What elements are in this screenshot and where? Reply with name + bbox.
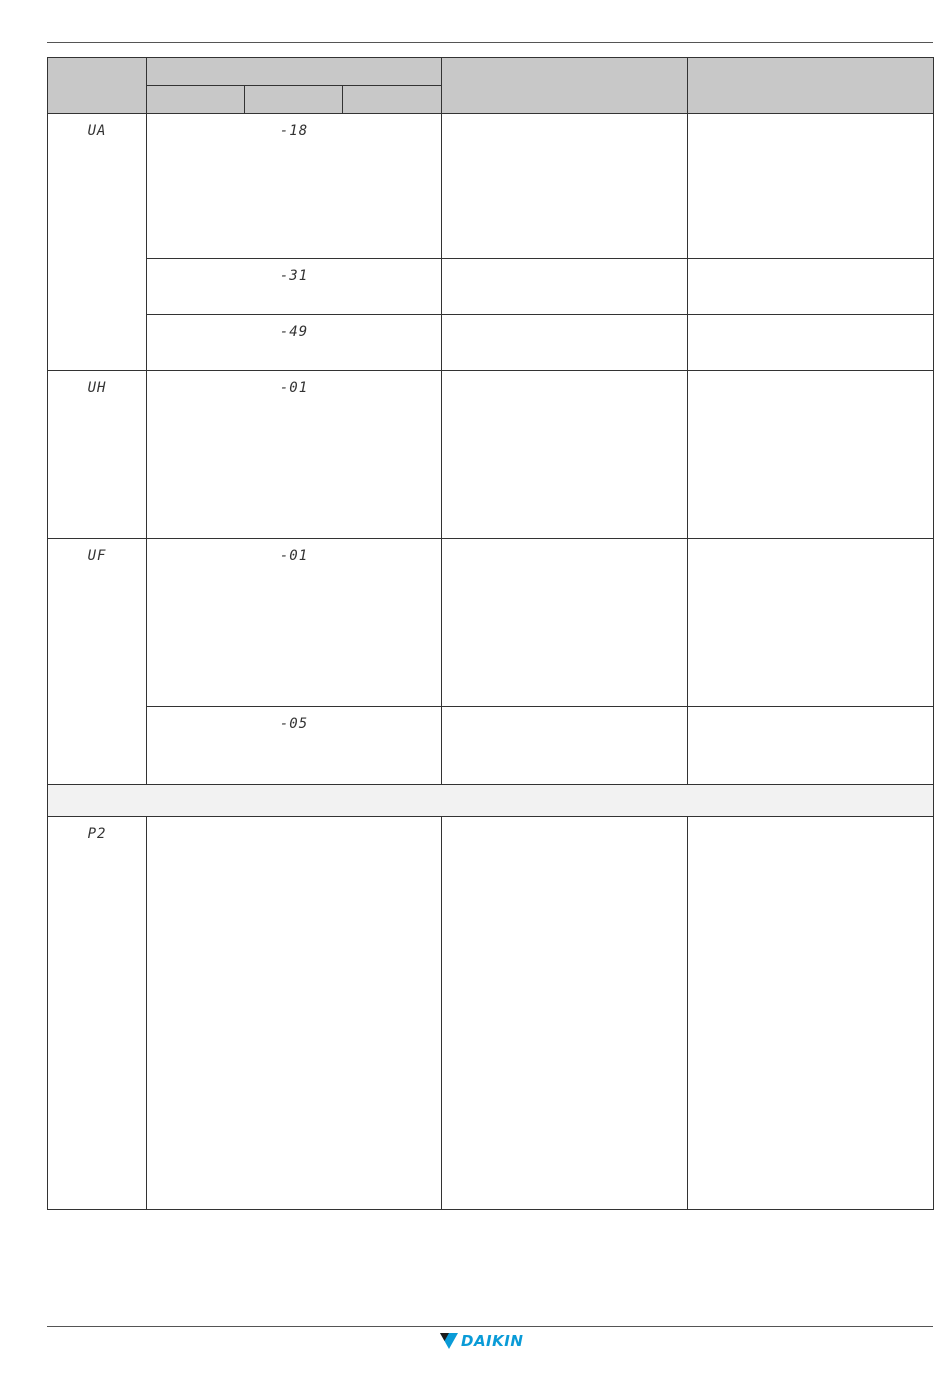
main-code-cell [48,539,147,785]
main-code: UH [87,380,107,396]
header-cell-sub-1 [147,86,245,114]
sub-code: -05 [279,716,309,732]
description-cell [442,817,688,1210]
solution-cell [688,539,934,707]
header-rule [47,42,933,43]
daikin-logo-icon [440,1332,458,1350]
description-cell [442,539,688,707]
section-cell [48,785,934,817]
solution-cell [688,817,934,1210]
main-code: UA [87,123,107,139]
section-row [48,785,934,817]
header-cell-sub-2 [245,86,343,114]
footer-rule [47,1326,933,1327]
sub-code-cell [147,315,442,371]
sub-code: -18 [279,123,309,139]
main-code-cell [48,817,147,1210]
daikin-logo-text: DAIKIN [461,1332,524,1350]
sub-code-cell [147,707,442,785]
main-code-cell [48,371,147,539]
description-cell [442,707,688,785]
main-code: P2 [87,826,107,842]
main-code-cell [48,114,147,371]
sub-code-cell [147,259,442,315]
header-cell-solution [688,58,934,114]
table-row [48,817,934,1210]
sub-code: -01 [279,548,309,564]
header-cell-description [442,58,688,114]
sub-code-cell [147,539,442,707]
table-row [48,371,934,539]
header-cell-sub-3 [343,86,442,114]
solution-cell [688,114,934,259]
error-code-table [47,57,934,1210]
sub-code-cell [147,817,442,1210]
header-cell-main-code [48,58,147,114]
table-row [48,114,934,259]
sub-code: -31 [279,268,309,284]
description-cell [442,371,688,539]
header-cell-sub-code-group [147,58,442,86]
main-code: UF [87,548,107,564]
table-row [48,315,934,371]
description-cell [442,259,688,315]
sub-code: -01 [279,380,309,396]
solution-cell [688,259,934,315]
sub-code-cell [147,114,442,259]
table-row [48,259,934,315]
daikin-logo [440,1330,540,1352]
description-cell [442,315,688,371]
solution-cell [688,371,934,539]
sub-code-cell [147,371,442,539]
table-row [48,539,934,707]
table-row [48,707,934,785]
solution-cell [688,315,934,371]
solution-cell [688,707,934,785]
description-cell [442,114,688,259]
sub-code: -49 [279,324,309,340]
